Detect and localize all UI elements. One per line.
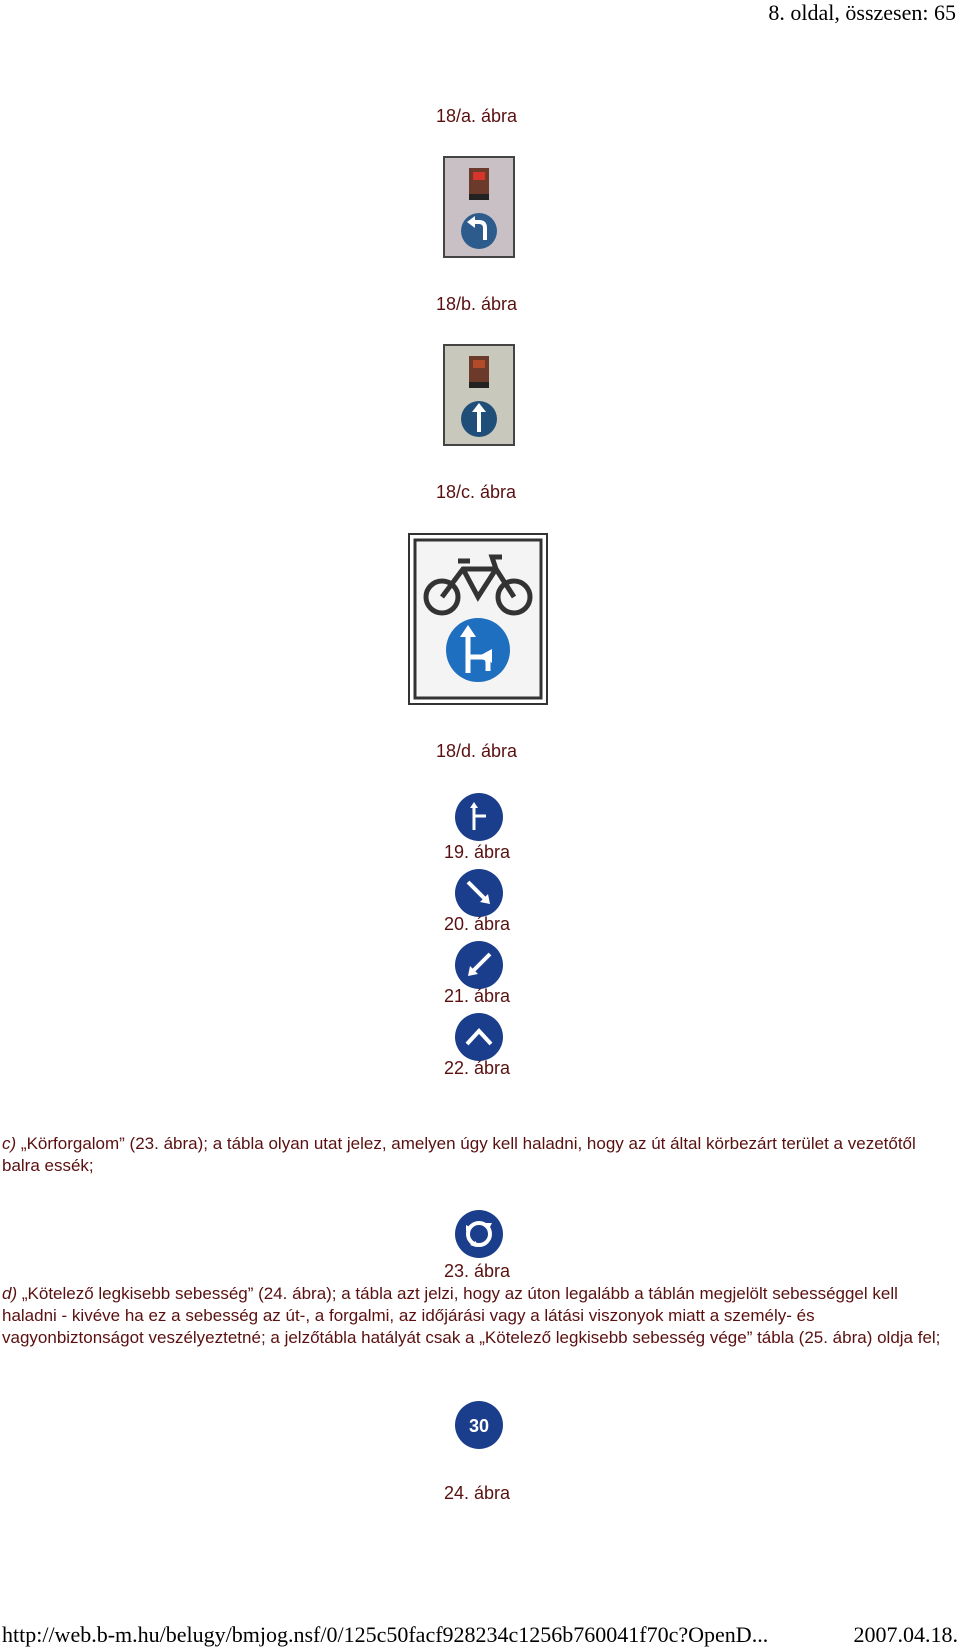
tram-left-turn-sign — [443, 156, 515, 258]
caption-23: 23. ábra — [444, 1261, 511, 1281]
minimum-speed-sign — [454, 1400, 504, 1450]
footer-url: http://web.b-m.hu/belugy/bmjog.nsf/0/125c50facf928234c1256b760041f70c?OpenD... — [2, 1622, 769, 1647]
bicycle-straight-right-sign — [408, 533, 548, 705]
page-number: 8. oldal, összesen: 65 — [768, 0, 956, 25]
caption-18d: 18/d. ábra — [436, 741, 518, 761]
paragraph-d-label: d) — [2, 1284, 18, 1303]
pass-either-side-sign — [454, 1012, 504, 1062]
minimum-speed-value: 30 — [468, 1416, 490, 1436]
paragraph-d-text: „Kötelező legkisebb sebesség” (24. ábra); a tábla azt jelzi, hogy az úton legalább a táblán megjelölt sebességgel kell haladni - kivéve ha ez a sebesség az út-, a forgalmi, az időjárási vagy a látási viszonyok miatt a személy- és vagyonbiztonságot veszélyeztetné; a jelzőtábla hatályát csak a „Kötelező legkisebb sebesség vége” tábla (25. ábra) oldja fel; — [2, 1284, 941, 1347]
straight-or-right-sign — [454, 792, 504, 842]
pass-left-sign — [454, 940, 504, 990]
caption-20: 20. ábra — [444, 914, 511, 934]
paragraph-c-label: c) — [2, 1134, 17, 1153]
roundabout-sign — [454, 1209, 504, 1259]
caption-19: 19. ábra — [444, 842, 511, 862]
pass-right-sign — [454, 868, 504, 918]
caption-21: 21. ábra — [444, 986, 511, 1006]
caption-18b: 18/b. ábra — [436, 294, 518, 314]
paragraph-c-text: „Körforgalom” (23. ábra); a tábla olyan utat jelez, amelyen úgy kell haladni, hogy az út által körbezárt terület a vezetőtől balra essék; — [2, 1134, 916, 1175]
caption-24: 24. ábra — [444, 1483, 511, 1503]
caption-18a: 18/a. ábra — [436, 106, 518, 126]
caption-18c: 18/c. ábra — [436, 482, 517, 502]
paragraph-c — [2, 1133, 957, 1177]
tram-straight-sign — [443, 344, 515, 446]
paragraph-d — [2, 1283, 957, 1349]
caption-22: 22. ábra — [444, 1058, 511, 1078]
footer-date: 2007.04.18. — [853, 1622, 958, 1647]
